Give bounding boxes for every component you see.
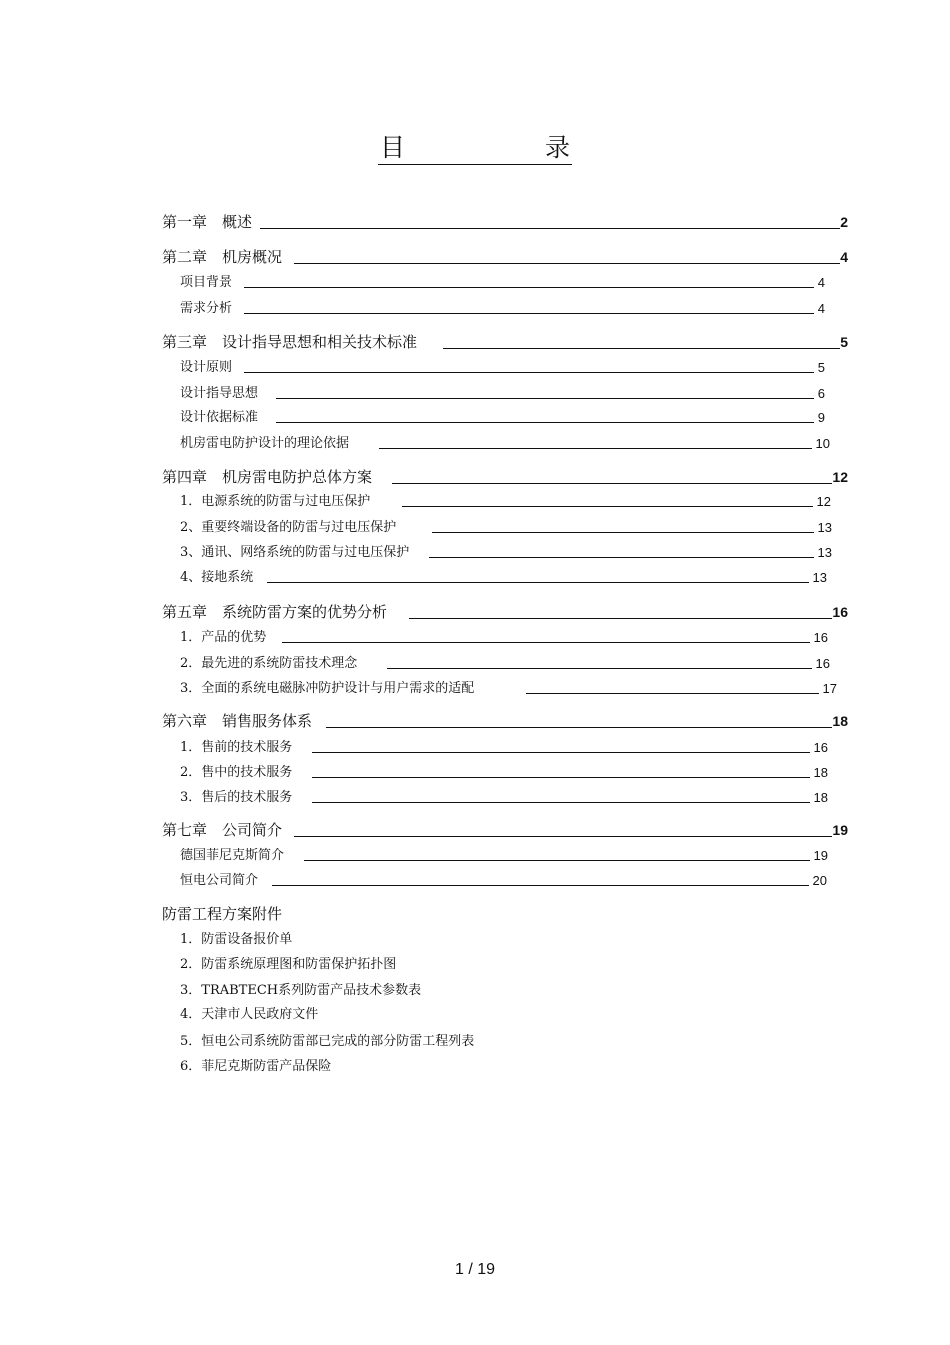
toc-label: 项目背景 <box>180 275 233 290</box>
toc-label: 需求分析 <box>180 301 233 316</box>
toc-label: 1．售前的技术服务 <box>180 740 293 755</box>
toc-leader <box>276 398 814 399</box>
toc-page: 13 <box>812 570 827 585</box>
toc-leader <box>312 777 809 778</box>
toc-page: 18 <box>813 790 828 805</box>
toc-label: 第二章 机房概况 <box>162 248 283 266</box>
toc-label: 1．产品的优势 <box>180 630 267 645</box>
toc-section[interactable] <box>180 435 830 453</box>
toc-label: 2．售中的技术服务 <box>180 765 293 780</box>
toc-page: 16 <box>815 656 830 671</box>
attachment-label: 2．防雷系统原理图和防雷保护拓扑图 <box>180 957 397 972</box>
toc-label: 2．最先进的系统防雷技术理念 <box>180 656 358 671</box>
toc-label: 3．售后的技术服务 <box>180 790 293 805</box>
toc-section[interactable] <box>180 493 831 511</box>
toc-page: 17 <box>822 681 837 696</box>
attachment-item[interactable] <box>180 982 421 1000</box>
toc-section[interactable] <box>180 385 825 403</box>
toc-chapter-6[interactable] <box>162 711 848 731</box>
toc-label: 设计原则 <box>180 360 233 375</box>
toc-chapter-3[interactable] <box>162 332 848 352</box>
toc-label: 机房雷电防护设计的理论依据 <box>180 436 350 451</box>
attachment-item[interactable] <box>180 931 292 949</box>
toc-label: 2、重要终端设备的防雷与过电压保护 <box>180 520 397 535</box>
toc-page: 20 <box>812 873 827 888</box>
attachment-item[interactable] <box>180 1058 331 1076</box>
toc-leader <box>294 263 840 264</box>
toc-leader <box>443 348 840 349</box>
toc-section[interactable] <box>180 300 825 318</box>
toc-page: 18 <box>832 713 848 729</box>
toc-leader <box>260 228 840 229</box>
toc-label: 设计依据标准 <box>180 410 259 425</box>
toc-section[interactable] <box>180 764 828 782</box>
toc-section[interactable] <box>180 789 828 807</box>
toc-page: 9 <box>817 410 825 425</box>
toc-leader <box>282 642 809 643</box>
attachment-item[interactable] <box>180 956 396 974</box>
toc-label: 1．电源系统的防雷与过电压保护 <box>180 494 371 509</box>
toc-page: 13 <box>817 520 832 535</box>
attachment-item[interactable] <box>180 1033 474 1051</box>
toc-section[interactable] <box>180 569 827 587</box>
toc-chapter-7[interactable] <box>162 820 848 840</box>
toc-leader <box>244 287 814 288</box>
toc-page: 19 <box>813 848 828 863</box>
toc-leader <box>326 727 832 728</box>
attachment-label: 4．天津市人民政府文件 <box>180 1007 319 1022</box>
toc-section[interactable] <box>180 409 825 427</box>
toc-label: 第六章 销售服务体系 <box>162 712 313 730</box>
toc-label: 4、接地系统 <box>180 570 254 585</box>
toc-section[interactable] <box>180 359 825 377</box>
toc-page: 18 <box>813 765 828 780</box>
toc-label: 第七章 公司简介 <box>162 821 283 839</box>
toc-label: 恒电公司简介 <box>180 873 259 888</box>
toc-leader <box>402 506 812 507</box>
toc-section[interactable] <box>180 629 828 647</box>
toc-chapter-5[interactable] <box>162 602 848 622</box>
toc-leader <box>432 532 813 533</box>
attachment-label: 1．防雷设备报价单 <box>180 932 293 947</box>
toc-label: 德国菲尼克斯简介 <box>180 848 285 863</box>
toc-page: 4 <box>817 275 825 290</box>
toc-label: 第四章 机房雷电防护总体方案 <box>162 468 373 486</box>
toc-page: 10 <box>815 436 830 451</box>
toc-leader <box>304 860 810 861</box>
toc-chapter-2[interactable] <box>162 247 848 267</box>
toc-page: 4 <box>817 301 825 316</box>
toc-section[interactable] <box>180 680 837 698</box>
toc-chapter-4[interactable] <box>162 467 848 487</box>
attachment-label: 3．TRABTECH系列防雷产品技术参数表 <box>180 983 422 998</box>
toc-page: 4 <box>840 249 848 265</box>
toc-label: 第五章 系统防雷方案的优势分析 <box>162 603 388 621</box>
toc-section[interactable] <box>180 519 832 537</box>
attachment-label: 5．恒电公司系统防雷部已完成的部分防雷工程列表 <box>180 1034 475 1049</box>
toc-leader <box>379 448 812 449</box>
toc-page: 19 <box>832 822 848 838</box>
toc-leader <box>276 422 814 423</box>
toc-page: 6 <box>817 386 825 401</box>
toc-leader <box>294 836 832 837</box>
toc-leader <box>267 582 808 583</box>
toc-title: 目录 <box>378 134 572 165</box>
toc-page: 16 <box>813 630 828 645</box>
toc-label: 3、通讯、网络系统的防雷与过电压保护 <box>180 545 410 560</box>
toc-leader <box>429 557 813 558</box>
toc-label: 3．全面的系统电磁脉冲防护设计与用户需求的适配 <box>180 681 475 696</box>
toc-label: 设计指导思想 <box>180 386 259 401</box>
toc-leader <box>244 372 814 373</box>
toc-leader <box>312 802 809 803</box>
toc-page: 13 <box>817 545 832 560</box>
toc-leader <box>244 313 814 314</box>
toc-leader <box>526 693 818 694</box>
toc-section[interactable] <box>180 544 832 562</box>
title-wrap <box>0 134 950 165</box>
toc-page: 16 <box>813 740 828 755</box>
page-number: 1 / 19 <box>454 1261 496 1278</box>
toc-leader <box>392 483 832 484</box>
toc-leader <box>312 752 809 753</box>
attachment-item[interactable] <box>180 1006 318 1024</box>
toc-section[interactable] <box>180 872 827 890</box>
attachments-heading: 防雷工程方案附件 <box>162 905 283 923</box>
toc-page: 5 <box>817 360 825 375</box>
toc-section[interactable] <box>180 847 828 865</box>
toc-page: 2 <box>840 214 848 230</box>
toc-page: 12 <box>832 469 848 485</box>
attachment-label: 6．菲尼克斯防雷产品保险 <box>180 1059 332 1074</box>
toc-section[interactable] <box>180 739 828 757</box>
toc-leader <box>409 618 832 619</box>
toc-page: 12 <box>816 494 831 509</box>
toc-leader <box>387 668 811 669</box>
toc-section[interactable] <box>180 274 825 292</box>
toc-leader <box>272 885 809 886</box>
toc-section[interactable] <box>180 655 830 673</box>
toc-label: 第一章 概述 <box>162 213 253 231</box>
toc-page: 5 <box>840 334 848 350</box>
toc-chapter-1[interactable] <box>162 212 848 232</box>
toc-page: 16 <box>832 604 848 620</box>
toc-label: 第三章 设计指导思想和相关技术标准 <box>162 333 418 351</box>
